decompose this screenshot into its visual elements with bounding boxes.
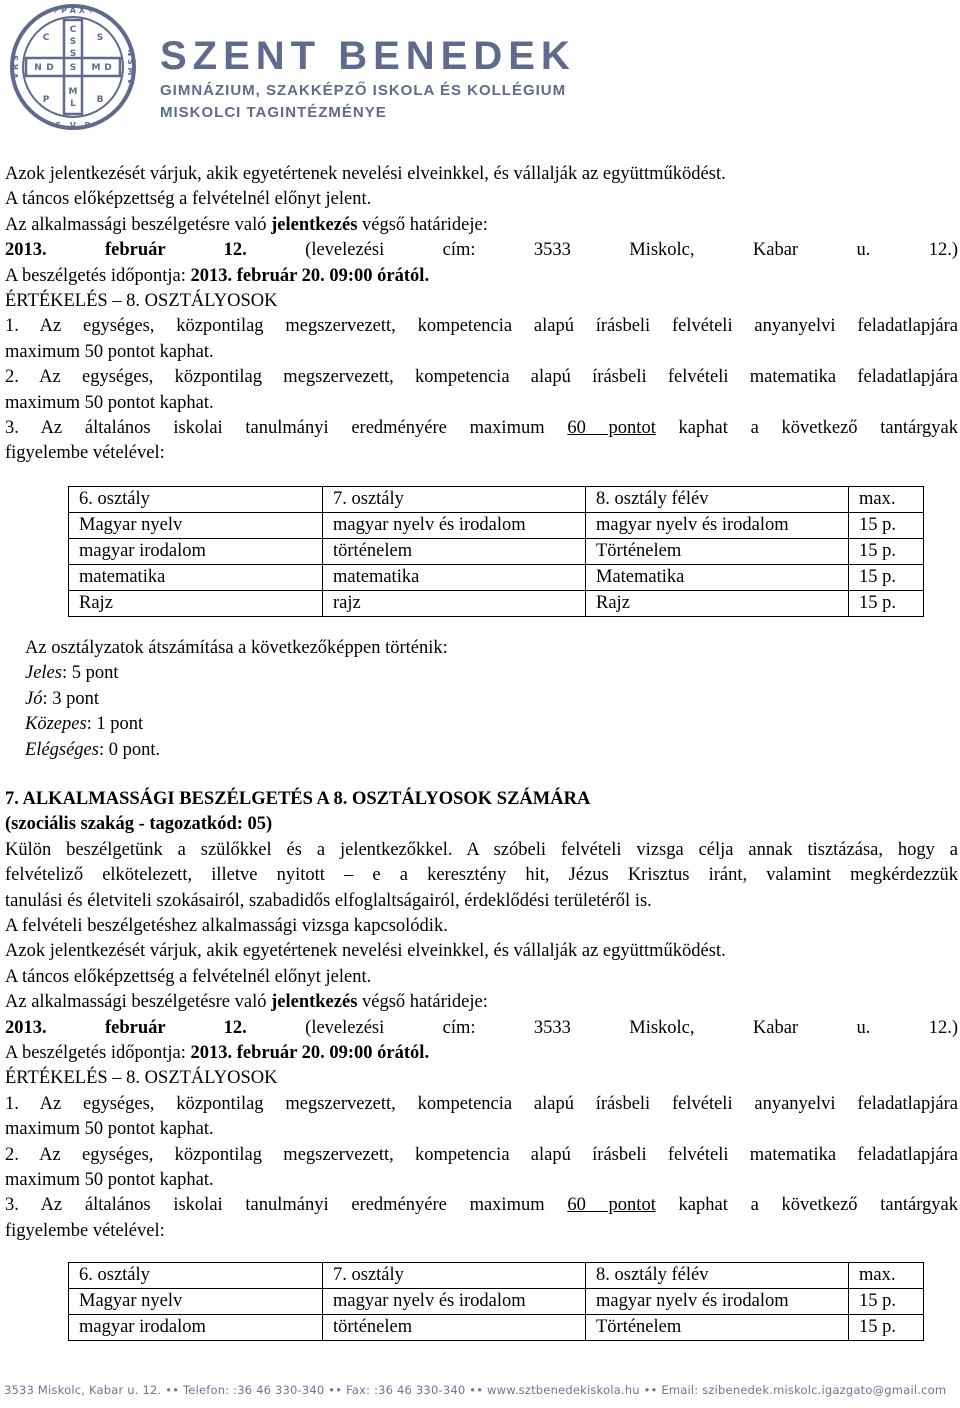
paragraph-deadline-2: Az alkalmassági beszélgetésre való jelentkezés végső határideje: [5, 992, 488, 1013]
section-7-heading: 7. ALKALMASSÁGI BESZÉLGETÉS A 8. OSZTÁLYOSOK SZÁMÁRA [5, 788, 591, 809]
paragraph-dance-2: A táncos előképzettség a felvételnél előnyt jelent. [5, 966, 372, 987]
evaluation-item-3-b: 3. Az általános iskolai tanulmányi eredményére maximum 60 pontot kaphat a következő tantárgyak [5, 1195, 958, 1216]
table-cell: matematika [323, 564, 586, 590]
table-cell: magyar irodalom [69, 538, 323, 564]
evaluation-item-2-points: maximum 50 pontot kaphat. [5, 392, 214, 413]
table-cell: 6. osztály [69, 1263, 323, 1289]
table-cell: Történelem [586, 1315, 849, 1341]
table-cell: 15 p. [849, 590, 924, 616]
subjects-table-2 [68, 1262, 924, 1341]
table-cell: matematika [69, 564, 323, 590]
school-subtitle: GIMNÁZIUM, SZAKKÉPZŐ ISKOLA ÉS KOLLÉGIUM [160, 82, 567, 99]
evaluation-item-1-points-b: maximum 50 pontot kaphat. [5, 1119, 214, 1140]
svg-text:C: C [42, 33, 50, 43]
table-cell: Történelem [586, 538, 849, 564]
svg-text:N: N [34, 63, 42, 73]
footer-contact: 3533 Miskolc, Kabar u. 12. •• Telefon: :36 46 330-340 •• Fax: :36 46 330-340 •• www.sztbenedekiskola.hu •• Email: szibenedek.miskolc.igazgato@gmail.com [4, 1383, 947, 1397]
svg-text:S: S [96, 33, 104, 43]
table-cell: Matematika [586, 564, 849, 590]
svg-text:N S M V: N S M V [126, 49, 135, 85]
svg-text:P: P [42, 95, 50, 105]
table-row [69, 590, 924, 616]
table-row [69, 1315, 924, 1341]
svg-text:C: C [69, 25, 77, 35]
evaluation-item-1-points: maximum 50 pontot kaphat. [5, 341, 214, 362]
svg-text:V R S: V R S [11, 55, 20, 79]
grade-good: Jó: 3 pont [25, 688, 99, 709]
paragraph-address-2: 2013. február 12. (levelezési cím: 3533 Miskolc, Kabar u. 12.) [5, 1017, 958, 1038]
saint-benedict-medal-logo [6, 2, 140, 132]
document-body [5, 162, 958, 1341]
table-row [69, 538, 924, 564]
section-7-p1: Külön beszélgetünk a szülőkkel és a jelentkezőkkel. A szóbeli felvételi vizsga célja annak tisztázása, hogy a [5, 839, 958, 860]
svg-text:M: M [91, 63, 101, 73]
table-cell: max. [849, 486, 924, 512]
table-cell: 7. osztály [323, 1263, 586, 1289]
table-cell: max. [849, 1263, 924, 1289]
table-cell: 15 p. [849, 564, 924, 590]
conversion-block [25, 636, 958, 763]
table-cell: Rajz [69, 590, 323, 616]
grade-excellent: Jeles: 5 pont [25, 663, 119, 684]
paragraph-deadline: Az alkalmassági beszélgetésre való jelentkezés végső határideje: [5, 214, 488, 235]
table-cell: 15 p. [849, 538, 924, 564]
table-cell: magyar nyelv és irodalom [586, 1289, 849, 1315]
school-branch: MISKOLCI TAGINTÉZMÉNYE [160, 104, 387, 121]
table-cell: Magyar nyelv [69, 512, 323, 538]
evaluation-item-1-b: 1. Az egységes, központilag megszervezett, kompetencia alapú írásbeli felvételi anyanyelvi feladatlapjára [5, 1093, 958, 1114]
paragraph-expectation-2: Azok jelentkezését várjuk, akik egyetértenek nevelési elveinkkel, és vállalják az együttműködést. [5, 941, 726, 962]
svg-text:L: L [70, 99, 76, 109]
svg-text:S: S [69, 49, 77, 59]
table-cell: magyar nyelv és irodalom [323, 1289, 586, 1315]
paragraph-expectation: Azok jelentkezését várjuk, akik egyetértenek nevelési elveinkkel, és vállalják az együttműködést. [5, 164, 726, 184]
table-cell: 7. osztály [323, 486, 586, 512]
table-row [69, 564, 924, 590]
evaluation-heading-2: ÉRTÉKELÉS – 8. OSZTÁLYOSOK [5, 1068, 278, 1089]
evaluation-item-2-points-b: maximum 50 pontot kaphat. [5, 1170, 214, 1190]
section-7-subheading: (szociális szakág - tagozatkód: 05) [5, 814, 273, 835]
table-cell: 15 p. [849, 1315, 924, 1341]
table-cell: magyar irodalom [69, 1315, 323, 1341]
section-7-p2: felvételiző elkötelezett, illetve nyitott – e a keresztény hit, Jézus Krisztus iránt, valamint megkérdezzük [5, 865, 958, 886]
svg-text:M: M [68, 87, 78, 97]
svg-text:B: B [96, 95, 104, 105]
table-cell: Rajz [586, 590, 849, 616]
table-row [69, 512, 924, 538]
table-cell: rajz [323, 590, 586, 616]
evaluation-item-3-cont-b: figyelembe vételével: [5, 1220, 165, 1241]
section-7-p4: A felvételi beszélgetéshez alkalmassági vizsga kapcsolódik. [5, 915, 448, 936]
table-cell: magyar nyelv és irodalom [323, 512, 586, 538]
evaluation-item-1: 1. Az egységes, központilag megszervezett, kompetencia alapú írásbeli felvételi anyanyelvi feladatlapjára [5, 316, 958, 337]
evaluation-item-3: 3. Az általános iskolai tanulmányi eredményére maximum 60 pontot kaphat a következő tantárgyak [5, 418, 958, 439]
svg-text:S: S [69, 63, 77, 73]
letterhead [0, 0, 960, 135]
evaluation-item-3-cont: figyelembe vételével: [5, 443, 165, 464]
subjects-table [68, 486, 924, 617]
table-cell: 8. osztály félév [586, 1263, 849, 1289]
table-header-row [69, 1263, 924, 1289]
table-cell: Magyar nyelv [69, 1289, 323, 1315]
paragraph-interview-date-2: A beszélgetés időpontja: 2013. február 20. 09:00 órától. [5, 1042, 430, 1063]
table-cell: 8. osztály félév [586, 486, 849, 512]
grade-sufficient: Elégséges: 0 pont. [25, 739, 161, 760]
table-header-row [69, 486, 924, 512]
grade-average: Közepes: 1 pont [25, 714, 144, 735]
evaluation-heading: ÉRTÉKELÉS – 8. OSZTÁLYOSOK [5, 291, 278, 312]
svg-text:D: D [104, 63, 112, 73]
paragraph-interview-date: A beszélgetés időpontja: 2013. február 20. 09:00 órától. [5, 265, 430, 286]
table-row [69, 1289, 924, 1315]
svg-text:S . V . B: S . V . B [55, 121, 91, 130]
school-name: SZENT BENEDEK [160, 34, 576, 78]
conversion-intro: Az osztályzatok átszámítása a következőképpen történik: [25, 637, 448, 658]
svg-text:D: D [46, 63, 54, 73]
svg-text:S: S [69, 37, 77, 47]
school-name-block [160, 36, 576, 122]
table-cell: magyar nyelv és irodalom [586, 512, 849, 538]
table-cell: 15 p. [849, 512, 924, 538]
evaluation-item-2: 2. Az egységes, központilag megszervezett, kompetencia alapú írásbeli felvételi matematika feladatlapjára [5, 367, 958, 388]
table-cell: 15 p. [849, 1289, 924, 1315]
table-cell: történelem [323, 538, 586, 564]
section-7-p3: tanulási és életviteli szokásairól, szabadidős elfoglaltságairól, érdeklődési területéről is. [5, 890, 652, 911]
svg-text:+ P A X +: + P A X + [51, 6, 95, 15]
table-cell: 6. osztály [69, 486, 323, 512]
table-cell: történelem [323, 1315, 586, 1341]
evaluation-item-2-b: 2. Az egységes, központilag megszervezett, kompetencia alapú írásbeli felvételi matematika feladatlapjára [5, 1144, 958, 1165]
paragraph-dance: A táncos előképzettség a felvételnél előnyt jelent. [5, 189, 372, 210]
paragraph-address: 2013. február 12. (levelezési cím: 3533 Miskolc, Kabar u. 12.) [5, 240, 958, 261]
